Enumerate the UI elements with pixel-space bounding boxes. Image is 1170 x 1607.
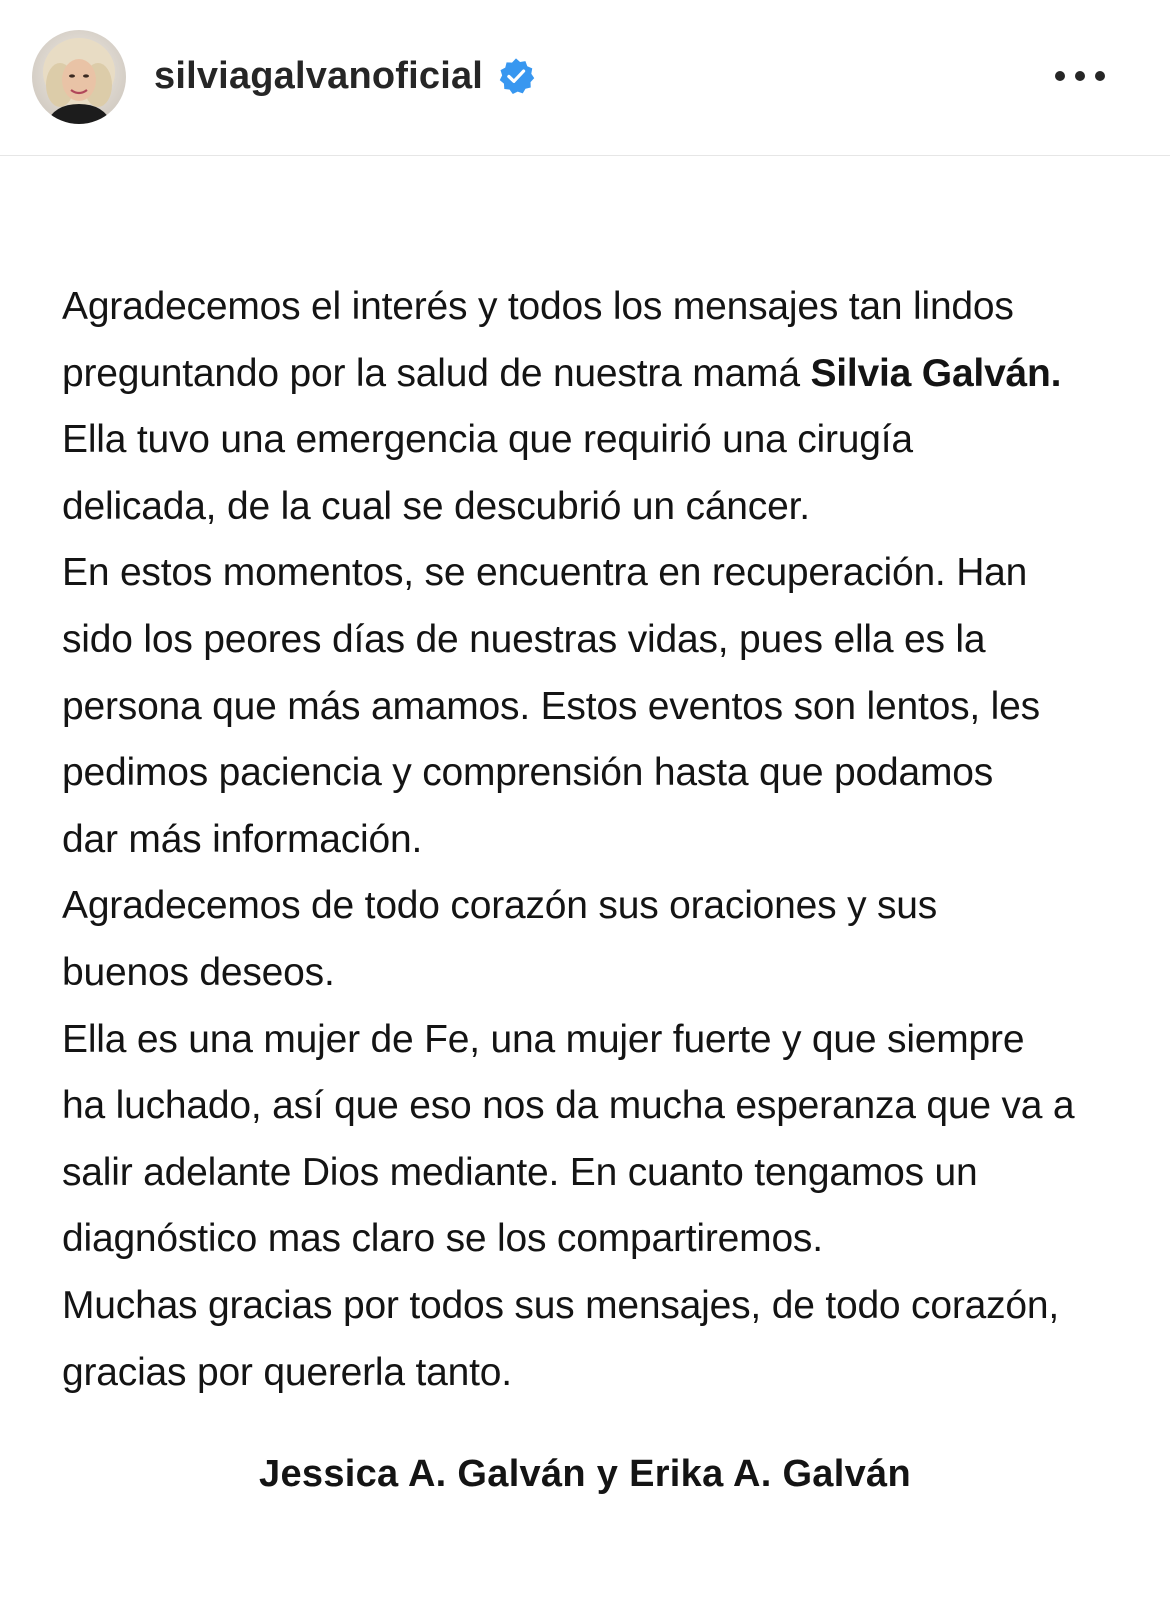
signature: Jessica A. Galván y Erika A. Galván (259, 1453, 911, 1495)
text-line: sido los peores días de nuestras vidas, pues ella es la (62, 617, 986, 661)
text-line: ha luchado, así que eso nos da mucha esperanza que va a (62, 1084, 1075, 1128)
text-line: buenos deseos. (62, 950, 335, 994)
verified-badge-icon (497, 57, 535, 95)
text-line: Ella tuvo una emergencia que requirió una cirugía (62, 418, 913, 462)
text-line: dar más información. (62, 817, 423, 861)
text-line: Agradecemos el interés y todos los mensajes tan lindos (62, 285, 1014, 328)
text-line: diagnóstico mas claro se los compartiremos. (62, 1217, 823, 1261)
text-line: salir adelante Dios mediante. En cuanto tengamos un (62, 1150, 978, 1194)
mother-name: Silvia Galván. (810, 351, 1062, 395)
text-line: persona que más amamos. Estos eventos son lentos, les (62, 684, 1040, 728)
text-line: Muchas gracias por todos sus mensajes, de todo corazón, (62, 1283, 1060, 1327)
post-header (0, 0, 1170, 156)
more-options-button[interactable] (1040, 56, 1120, 96)
post-image (0, 157, 1170, 1607)
username-link[interactable]: silviagalvanoficial (154, 55, 484, 97)
text-line: Ella es una mujer de Fe, una mujer fuerte y que siempre (62, 1017, 1025, 1061)
text-line: delicada, de la cual se descubrió un cáncer. (62, 484, 810, 528)
avatar-image (32, 30, 126, 124)
text-line: En estos momentos, se encuentra en recuperación. Han (62, 551, 1028, 595)
text-line: gracias por quererla tanto. (62, 1350, 512, 1394)
statement-text (62, 274, 1152, 1406)
profile-avatar[interactable] (32, 30, 126, 124)
text-line: Agradecemos de todo corazón sus oraciones y sus (62, 884, 938, 928)
text-line: pedimos paciencia y comprensión hasta que podamos (62, 751, 994, 795)
username-row (154, 52, 535, 100)
text-line (62, 341, 1152, 408)
more-horizontal-icon (1054, 70, 1106, 82)
text-segment: preguntando por la salud de nuestra mamá (62, 351, 811, 395)
